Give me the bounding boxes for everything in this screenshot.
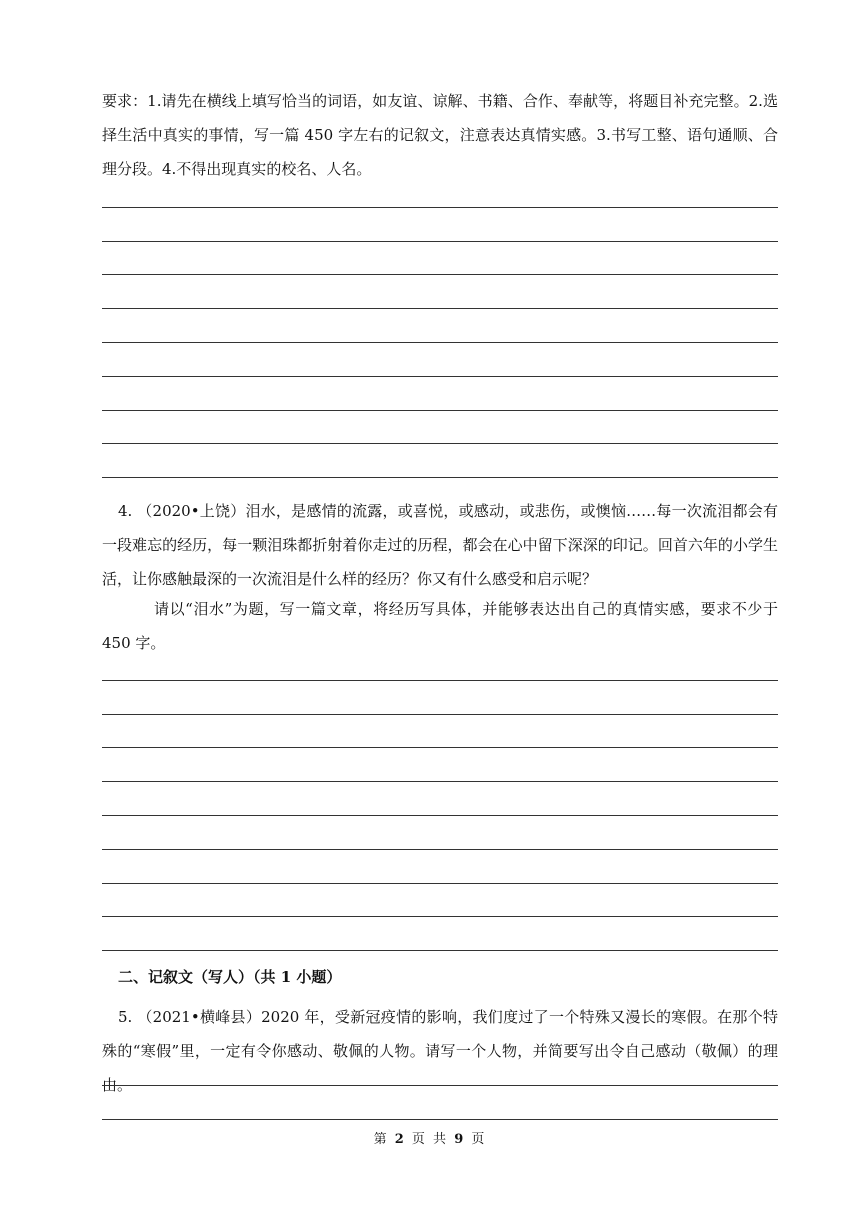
answer-line[interactable] (102, 816, 778, 850)
answer-line[interactable] (102, 242, 778, 276)
answer-line[interactable] (102, 647, 778, 681)
answer-line[interactable] (102, 377, 778, 411)
q5-prompt: 5. （2021•横峰县）2020 年，受新冠疫情的影响，我们度过了一个特殊又漫长的寒假。在那个特殊的“寒假”里，一定有令你感动、敬佩的人物。请写一个人物，并简要写出令自己感动（敬佩）的理由。 (102, 1008, 778, 1094)
answer-line[interactable] (102, 884, 778, 918)
answer-line[interactable] (102, 782, 778, 816)
q5-answer-lines (102, 1052, 778, 1120)
answer-line[interactable] (102, 309, 778, 343)
answer-line[interactable] (102, 174, 778, 208)
answer-line[interactable] (102, 1086, 778, 1120)
footer-middle: 页 共 (411, 1132, 449, 1147)
q4-instruction: 请以“泪水”为题，写一篇文章，将经历写具体，并能够表达出自己的真情实感，要求不少于 450 字。 (102, 600, 778, 652)
answer-line[interactable] (102, 748, 778, 782)
answer-line[interactable] (102, 715, 778, 749)
footer-suffix: 页 (471, 1132, 487, 1147)
answer-line[interactable] (102, 681, 778, 715)
answer-line[interactable] (102, 343, 778, 377)
answer-line[interactable] (102, 275, 778, 309)
answer-line[interactable] (102, 917, 778, 951)
answer-line[interactable] (102, 1052, 778, 1086)
q4-prompt: 4. （2020•上饶）泪水，是感情的流露，或喜悦，或感动，或悲伤，或懊恼……每一次流泪都会有一段难忘的经历，每一颗泪珠都折射着你走过的历程，都会在心中留下深深的印记。回首六年的小学生活，让你感触最深的一次流泪是什么样的经历？你又有什么感受和启示呢？ (102, 502, 778, 588)
q3-requirement: 要求：1.请先在横线上填写恰当的词语，如友谊、谅解、书籍、合作、奉献等，将题目补充完整。2.选择生活中真实的事情，写一篇 450 字左右的记叙文，注意表达真情实感。3.书写工整、语句通顺、合理分段。4.不得出现真实的校名、人名。 (102, 92, 778, 178)
answer-line[interactable] (102, 444, 778, 478)
q4-answer-lines (102, 647, 778, 951)
page-number: 2 (394, 1132, 406, 1147)
q3-answer-lines (102, 174, 778, 478)
section-heading: 二、记叙文（写人）（共 1 小题） (118, 968, 342, 986)
answer-line[interactable] (102, 411, 778, 445)
page-total: 9 (454, 1132, 466, 1147)
answer-line[interactable] (102, 208, 778, 242)
page-footer (0, 1128, 860, 1147)
answer-line[interactable] (102, 850, 778, 884)
footer-prefix: 第 (373, 1132, 389, 1147)
